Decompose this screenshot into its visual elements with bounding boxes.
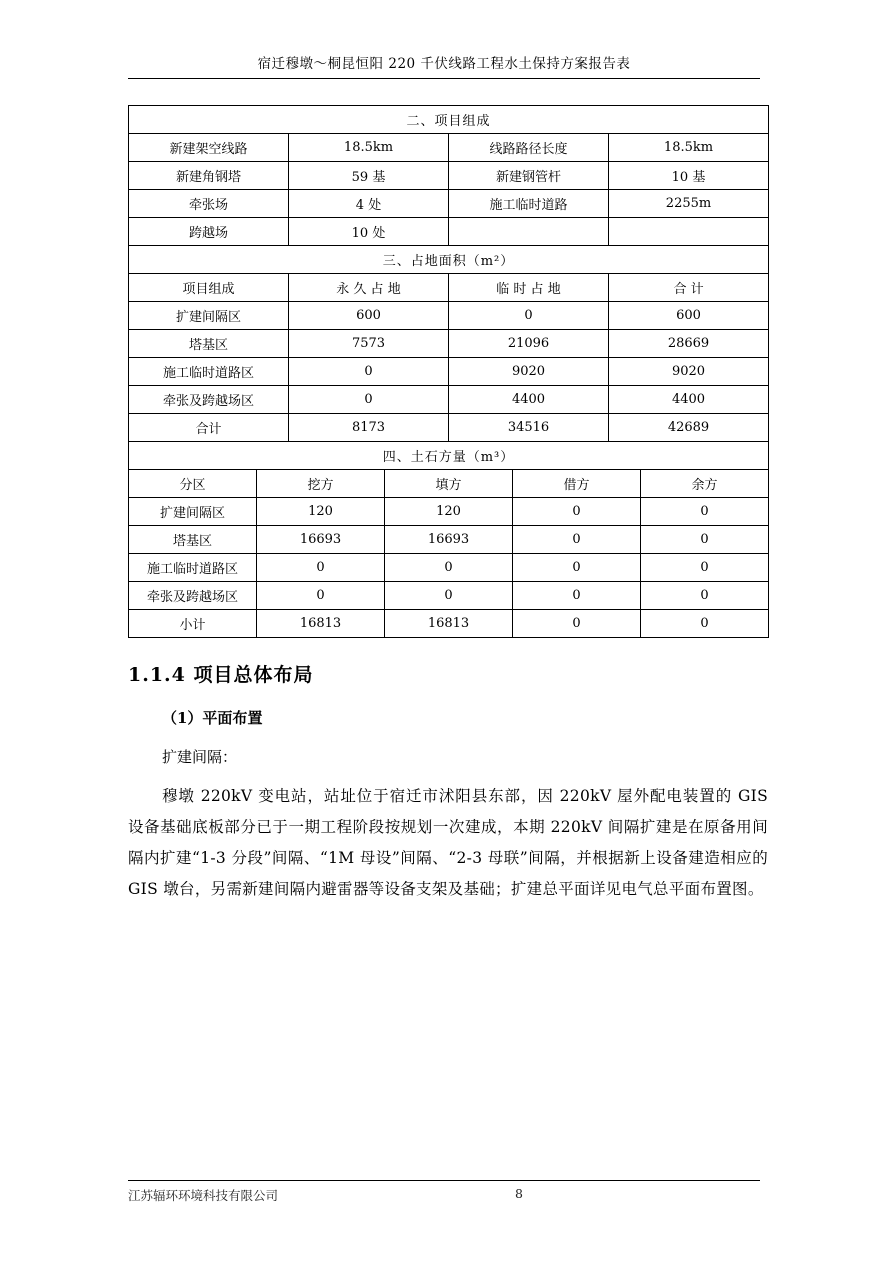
column-header: 余方 [641, 470, 769, 498]
column-header: 临 时 占 地 [449, 274, 609, 302]
section-heading: 1.1.4 项目总体布局 [128, 664, 314, 686]
footer-page-number: 8 [515, 1186, 523, 1201]
cell: 120 [385, 498, 513, 526]
cell: 0 [385, 554, 513, 582]
cell: 0 [289, 358, 449, 386]
table-row [129, 414, 769, 442]
column-header: 填方 [385, 470, 513, 498]
cell: 0 [513, 526, 641, 554]
table-row [129, 498, 769, 526]
column-header: 项目组成 [129, 274, 289, 302]
cell: 塔基区 [129, 330, 289, 358]
cell: 16813 [257, 610, 385, 638]
table-row [129, 526, 769, 554]
table-row [129, 358, 769, 386]
cell: 0 [385, 582, 513, 610]
column-header: 永 久 占 地 [289, 274, 449, 302]
cell: 扩建间隔区 [129, 498, 257, 526]
table-row [129, 554, 769, 582]
cell [609, 218, 769, 246]
cell: 扩建间隔区 [129, 302, 289, 330]
paragraph-label: 扩建间隔： [162, 748, 238, 766]
earthwork-table [128, 469, 769, 638]
cell: 9020 [609, 358, 769, 386]
cell: 0 [641, 526, 769, 554]
cell: 新建角钢塔 [129, 162, 289, 190]
project-composition-table [128, 105, 769, 470]
cell: 120 [257, 498, 385, 526]
cell: 2255m [609, 190, 769, 218]
cell: 牵张场 [129, 190, 289, 218]
section-title-2: 二、项目组成 [129, 106, 769, 134]
cell: 牵张及跨越场区 [129, 582, 257, 610]
cell: 18.5km [289, 134, 449, 162]
cell: 4400 [609, 386, 769, 414]
cell: 0 [513, 498, 641, 526]
cell: 8173 [289, 414, 449, 442]
cell: 0 [513, 554, 641, 582]
page-footer [128, 1180, 760, 1204]
column-header: 挖方 [257, 470, 385, 498]
cell: 0 [513, 582, 641, 610]
section-title-4: 四、土石方量（m³） [129, 442, 769, 470]
cell: 16693 [385, 526, 513, 554]
cell: 16813 [385, 610, 513, 638]
cell: 线路路径长度 [449, 134, 609, 162]
cell: 小计 [129, 610, 257, 638]
cell: 0 [257, 582, 385, 610]
cell: 施工临时道路区 [129, 554, 257, 582]
cell: 42689 [609, 414, 769, 442]
table-row [129, 246, 769, 274]
cell: 牵张及跨越场区 [129, 386, 289, 414]
cell: 0 [641, 582, 769, 610]
cell: 0 [449, 302, 609, 330]
section-title-3: 三、占地面积（m²） [129, 246, 769, 274]
cell: 28669 [609, 330, 769, 358]
table-row [129, 610, 769, 638]
table-row [129, 274, 769, 302]
table-row [129, 106, 769, 134]
cell: 7573 [289, 330, 449, 358]
body-paragraph: 穆墩 220kV 变电站，站址位于宿迁市沭阳县东部，因 220kV 屋外配电装置的 GIS 设备基础底板部分已于一期工程阶段按规划一次建成，本期 220kV 间隔扩建是在原备用间隔内扩建“1-3 分段”间隔、“1M 母设”间隔、“2-3 母联”间隔，并根据新上设备建造相应的 GIS 墩台，另需新建间隔内避雷器等设备支架及基础；扩建总平面详见电气总平面布置图。 [128, 787, 768, 898]
cell: 59 基 [289, 162, 449, 190]
cell: 18.5km [609, 134, 769, 162]
cell: 0 [257, 554, 385, 582]
table-row [129, 442, 769, 470]
cell: 施工临时道路区 [129, 358, 289, 386]
table-row [129, 470, 769, 498]
page-content [128, 105, 768, 905]
page-header: 宿迁穆墩～桐昆恒阳 220 千伏线路工程水土保持方案报告表 [128, 52, 760, 79]
cell [449, 218, 609, 246]
cell: 合计 [129, 414, 289, 442]
cell: 0 [513, 610, 641, 638]
column-header: 合 计 [609, 274, 769, 302]
cell: 16693 [257, 526, 385, 554]
cell: 0 [641, 554, 769, 582]
cell: 新建钢管杆 [449, 162, 609, 190]
cell: 34516 [449, 414, 609, 442]
cell: 600 [289, 302, 449, 330]
cell: 21096 [449, 330, 609, 358]
table-row [129, 302, 769, 330]
table-row [129, 218, 769, 246]
sub-heading: （1）平面布置 [162, 709, 263, 727]
cell: 塔基区 [129, 526, 257, 554]
cell: 600 [609, 302, 769, 330]
table-row [129, 330, 769, 358]
cell: 4 处 [289, 190, 449, 218]
footer-company: 江苏辐环环境科技有限公司 [128, 1188, 279, 1203]
cell: 10 基 [609, 162, 769, 190]
cell: 10 处 [289, 218, 449, 246]
column-header: 分区 [129, 470, 257, 498]
table-row [129, 162, 769, 190]
cell: 4400 [449, 386, 609, 414]
cell: 9020 [449, 358, 609, 386]
table-row [129, 134, 769, 162]
cell: 0 [641, 498, 769, 526]
cell: 0 [289, 386, 449, 414]
cell: 新建架空线路 [129, 134, 289, 162]
table-row [129, 190, 769, 218]
column-header: 借方 [513, 470, 641, 498]
table-row [129, 582, 769, 610]
cell: 施工临时道路 [449, 190, 609, 218]
cell: 0 [641, 610, 769, 638]
cell: 跨越场 [129, 218, 289, 246]
table-row [129, 386, 769, 414]
